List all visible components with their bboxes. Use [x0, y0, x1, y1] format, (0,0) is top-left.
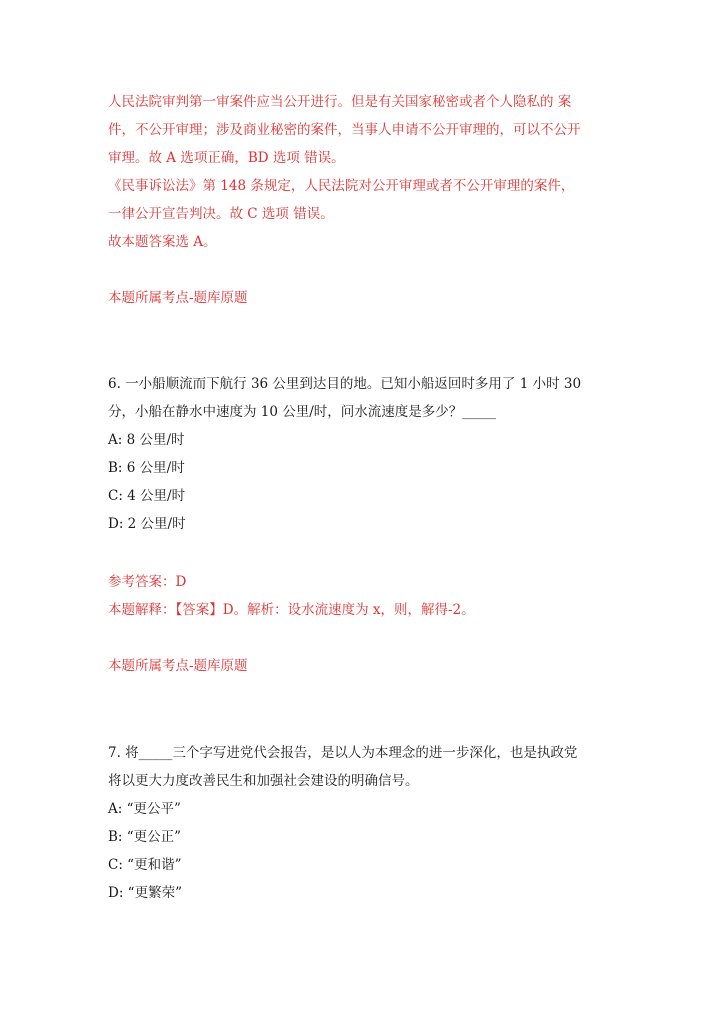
- explanation-line: 故本题答案选 A。: [108, 234, 217, 250]
- option-a: A: “更公平”: [108, 801, 181, 817]
- explanation-line: 件，不公开审理；涉及商业秘密的案件，当事人申请不公开审理的，可以不公开: [108, 122, 581, 138]
- answer-explanation: 本题解释：【答案】D。解析：设水流速度为 x，则，解得-2。: [108, 602, 475, 618]
- option-c: C: 4 公里/时: [108, 488, 186, 504]
- explanation-line: 一律公开宣告判决。故 C 选项 错误。: [108, 206, 334, 222]
- option-d: D: 2 公里/时: [108, 516, 186, 532]
- topic-label: 本题所属考点-题库原题: [108, 658, 248, 674]
- option-b: B: “更公正”: [108, 829, 182, 845]
- question-stem-line: 7. 将_____三个字写进党代会报告，是以人为本理念的进一步深化，也是执政党: [108, 745, 578, 761]
- option-d: D: “更繁荣”: [108, 885, 182, 901]
- option-c: C: “更和谐”: [108, 857, 182, 873]
- explanation-line: 人民法院审判第一审案件应当公开进行。但是有关国家秘密或者个人隐私的 案: [108, 94, 572, 110]
- option-b: B: 6 公里/时: [108, 460, 185, 476]
- question-stem-line: 6. 一小船顺流而下航行 36 公里到达目的地。已知小船返回时多用了 1 小时 30: [108, 376, 582, 392]
- reference-answer: 参考答案：D: [108, 574, 187, 590]
- topic-label: 本题所属考点-题库原题: [108, 290, 248, 306]
- explanation-line: 《民事诉讼法》第 148 条规定，人民法院对公开审理或者不公开审理的案件，: [108, 178, 575, 194]
- explanation-line: 审理。故 A 选项正确，BD 选项 错误。: [108, 150, 345, 166]
- option-a: A: 8 公里/时: [108, 432, 185, 448]
- question-stem-line: 将以更大力度改善民生和加强社会建设的明确信号。: [108, 773, 419, 789]
- question-stem-line: 分，小船在静水中速度为 10 公里/时，问水流速度是多少？_____: [108, 404, 497, 420]
